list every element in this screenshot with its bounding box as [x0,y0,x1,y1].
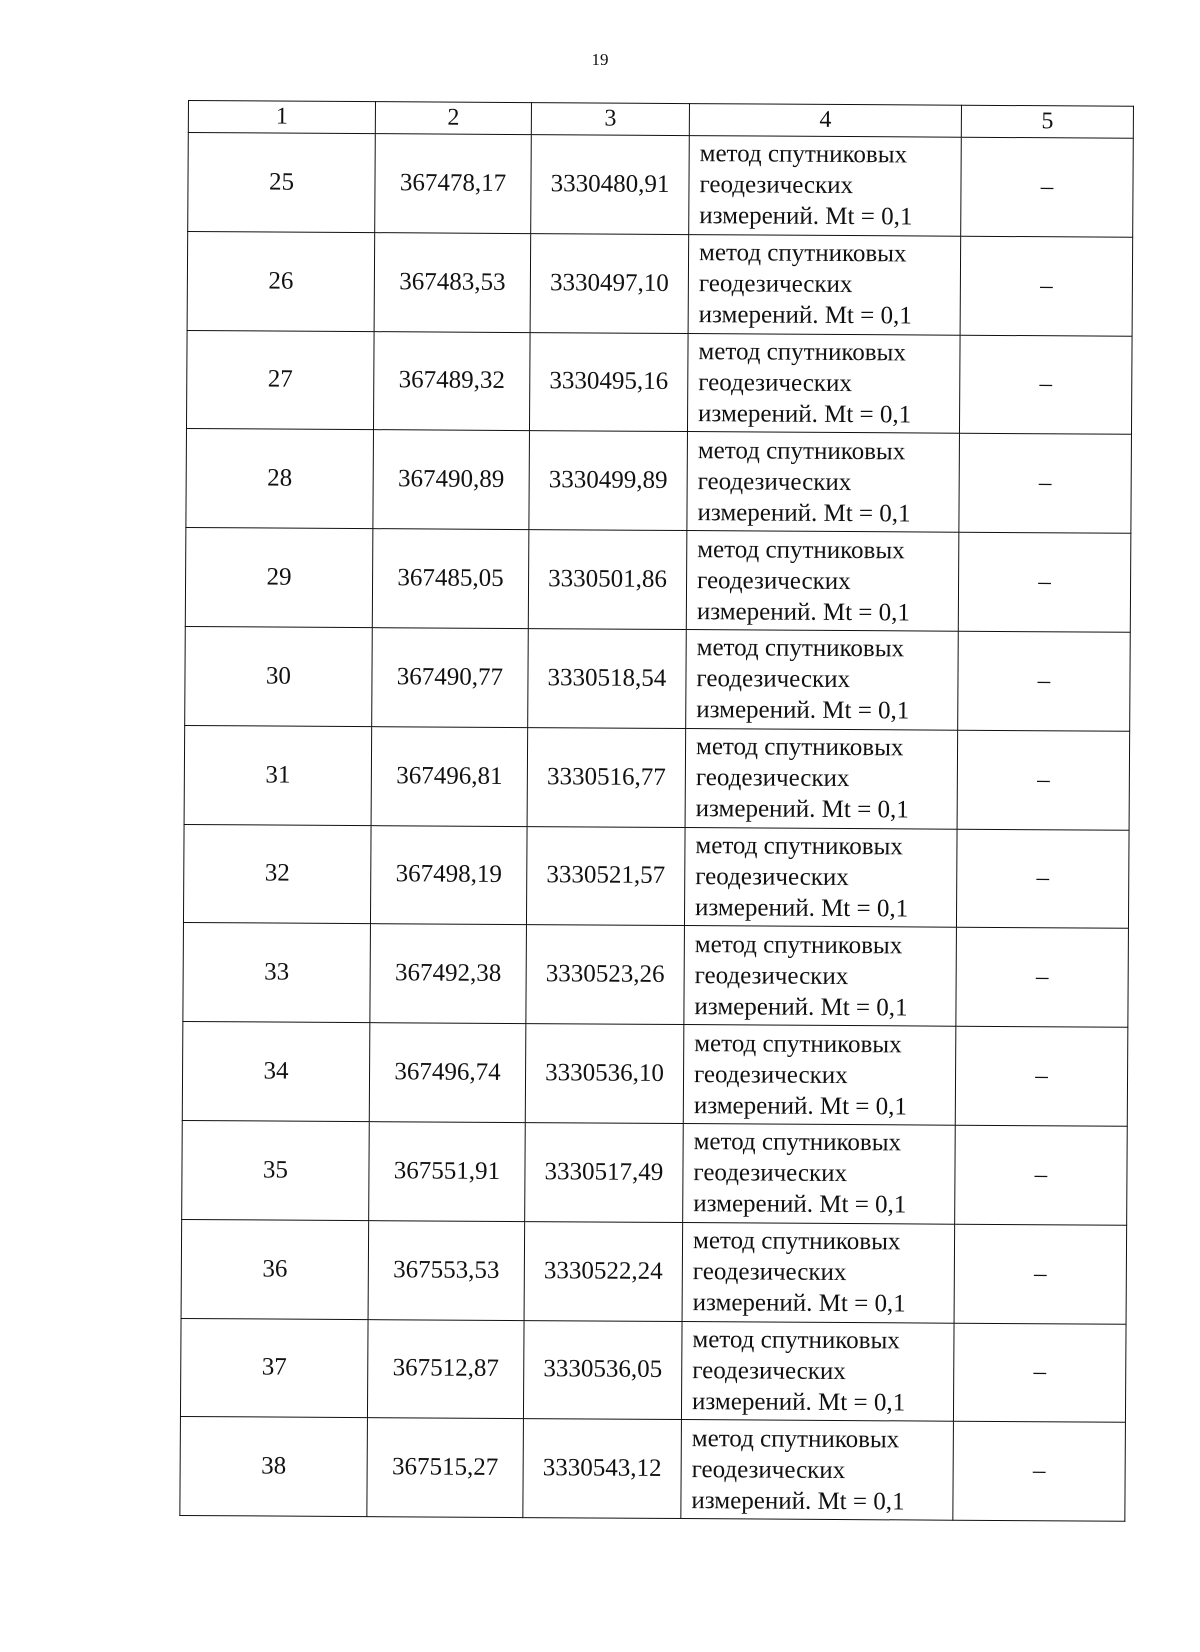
point-number-cell: 32 [183,824,371,924]
x-coordinate-cell: 367483,53 [374,232,531,332]
header-col-4: 4 [689,104,961,138]
y-coordinate-cell: 3330501,86 [528,530,687,630]
point-number-cell: 35 [182,1120,370,1220]
y-coordinate-cell: 3330495,16 [529,332,688,432]
note-cell: – [956,829,1129,929]
table-row [180,1318,1126,1423]
method-line: геодезических [693,1060,848,1089]
method-line: измерений. Mt = 0,1 [698,400,912,429]
table-row [183,923,1129,1028]
table-row [183,824,1129,929]
x-coordinate-cell: 367498,19 [370,825,527,925]
note-cell: – [958,631,1131,731]
x-coordinate-cell: 367492,38 [370,924,527,1024]
point-number-cell: 38 [180,1417,368,1517]
method-cell [684,827,957,927]
y-coordinate-cell: 3330543,12 [523,1419,682,1519]
x-coordinate-cell: 367496,81 [371,726,528,826]
method-cell [687,432,960,532]
method-cell [686,531,959,631]
table-row [181,1219,1127,1324]
method-line: геодезических [698,270,853,299]
y-coordinate-cell: 3330523,26 [526,925,685,1025]
note-cell: – [955,1125,1128,1225]
x-coordinate-cell: 367478,17 [375,134,532,234]
y-coordinate-cell: 3330516,77 [527,727,686,827]
method-line: геодезических [696,566,851,595]
method-line: метод спутниковых [692,1227,901,1256]
x-coordinate-cell: 367551,91 [369,1122,526,1222]
table-body [180,133,1133,1522]
page-number: 19 [591,50,609,69]
method-line: измерений. Mt = 0,1 [699,202,913,231]
method-line: измерений. Mt = 0,1 [696,597,911,626]
table-row [185,626,1131,731]
note-cell: – [960,236,1133,336]
method-line: геодезических [699,171,854,200]
method-line: геодезических [695,863,849,892]
y-coordinate-cell: 3330536,05 [523,1320,682,1420]
method-line: измерений. Mt = 0,1 [696,696,910,725]
point-number-cell: 26 [187,231,375,331]
method-line: измерений. Mt = 0,1 [692,1289,906,1318]
method-line: измерений. Mt = 0,1 [694,992,908,1022]
x-coordinate-cell: 367490,89 [373,430,530,530]
point-number-cell: 37 [180,1318,368,1418]
x-coordinate-cell: 367490,77 [372,628,529,728]
method-cell [689,136,962,236]
x-coordinate-cell: 367553,53 [368,1220,525,1320]
point-number-cell: 25 [188,133,376,233]
method-line: метод спутниковых [697,436,906,466]
method-line: метод спутниковых [693,1128,902,1157]
method-line: геодезических [693,1159,848,1188]
header-col-5: 5 [961,105,1133,138]
method-line: измерений. Mt = 0,1 [691,1486,905,1516]
y-coordinate-cell: 3330517,49 [525,1123,684,1223]
method-line: геодезических [696,665,851,694]
point-number-cell: 31 [184,725,372,825]
note-cell: – [959,434,1132,534]
method-line: измерений. Mt = 0,1 [693,1190,907,1219]
y-coordinate-cell: 3330499,89 [529,431,688,531]
table-row [182,1120,1128,1225]
method-cell [681,1321,954,1421]
point-number-cell: 28 [186,429,374,529]
y-coordinate-cell: 3330536,10 [525,1024,684,1124]
method-line: метод спутниковых [694,930,903,960]
method-cell [684,926,957,1026]
x-coordinate-cell: 367515,27 [367,1418,524,1518]
header-col-3: 3 [531,103,689,136]
method-line: измерений. Mt = 0,1 [698,301,912,330]
table-row [187,231,1133,336]
method-line: метод спутниковых [696,634,905,663]
note-cell: – [961,137,1134,237]
method-line: метод спутниковых [697,535,905,564]
point-number-cell: 29 [185,528,373,628]
y-coordinate-cell: 3330522,24 [524,1221,683,1321]
note-cell: – [956,928,1129,1028]
note-cell: – [953,1422,1126,1522]
coordinates-table [179,100,1134,1522]
note-cell: – [958,532,1131,632]
y-coordinate-cell: 3330480,91 [531,135,690,235]
method-line: метод спутниковых [695,832,903,861]
table-row [188,133,1134,238]
table-row [186,330,1132,435]
method-line: метод спутниковых [699,140,908,169]
point-number-cell: 27 [186,330,374,430]
method-line: измерений. Mt = 0,1 [695,795,909,824]
method-line: метод спутниковых [691,1424,900,1454]
table-row [185,528,1131,633]
method-line: измерений. Mt = 0,1 [697,498,911,528]
method-cell [687,333,960,433]
note-cell: – [959,335,1132,435]
method-line: геодезических [692,1258,847,1287]
method-cell [681,1420,954,1520]
method-line: метод спутниковых [698,338,906,367]
method-cell [685,728,958,828]
method-line: метод спутниковых [694,1029,902,1058]
x-coordinate-cell: 367496,74 [369,1023,526,1123]
y-coordinate-cell: 3330497,10 [530,233,689,333]
method-cell [683,1124,956,1224]
method-cell [686,630,959,730]
method-line: геодезических [697,467,852,496]
note-cell: – [957,730,1130,830]
method-line: измерений. Mt = 0,1 [694,894,909,923]
point-number-cell: 33 [183,923,371,1023]
method-line: геодезических [694,961,849,990]
point-number-cell: 30 [185,626,373,726]
method-cell [688,234,961,334]
table-row [184,725,1130,830]
note-cell: – [955,1026,1128,1126]
method-line: геодезических [691,1455,846,1484]
method-cell [683,1025,956,1125]
point-number-cell: 34 [182,1022,370,1122]
method-cell [682,1222,955,1322]
method-line: геодезических [695,764,850,793]
note-cell: – [953,1323,1126,1423]
table-row [180,1417,1126,1522]
x-coordinate-cell: 367512,87 [367,1319,524,1419]
method-line: метод спутниковых [698,239,907,268]
note-cell: – [954,1224,1127,1324]
x-coordinate-cell: 367485,05 [372,529,529,629]
y-coordinate-cell: 3330518,54 [528,629,687,729]
header-col-2: 2 [375,102,531,135]
method-line: геодезических [692,1357,846,1385]
y-coordinate-cell: 3330521,57 [526,826,685,926]
method-line: геодезических [698,369,852,398]
header-col-1: 1 [188,101,375,134]
method-line: метод спутниковых [695,733,904,762]
method-line: метод спутниковых [692,1326,900,1355]
method-line: измерений. Mt = 0,1 [693,1091,908,1120]
x-coordinate-cell: 367489,32 [373,331,530,431]
method-line: измерений. Mt = 0,1 [691,1388,906,1417]
point-number-cell: 36 [181,1219,369,1319]
table-row [186,429,1132,534]
table-row [182,1022,1128,1127]
